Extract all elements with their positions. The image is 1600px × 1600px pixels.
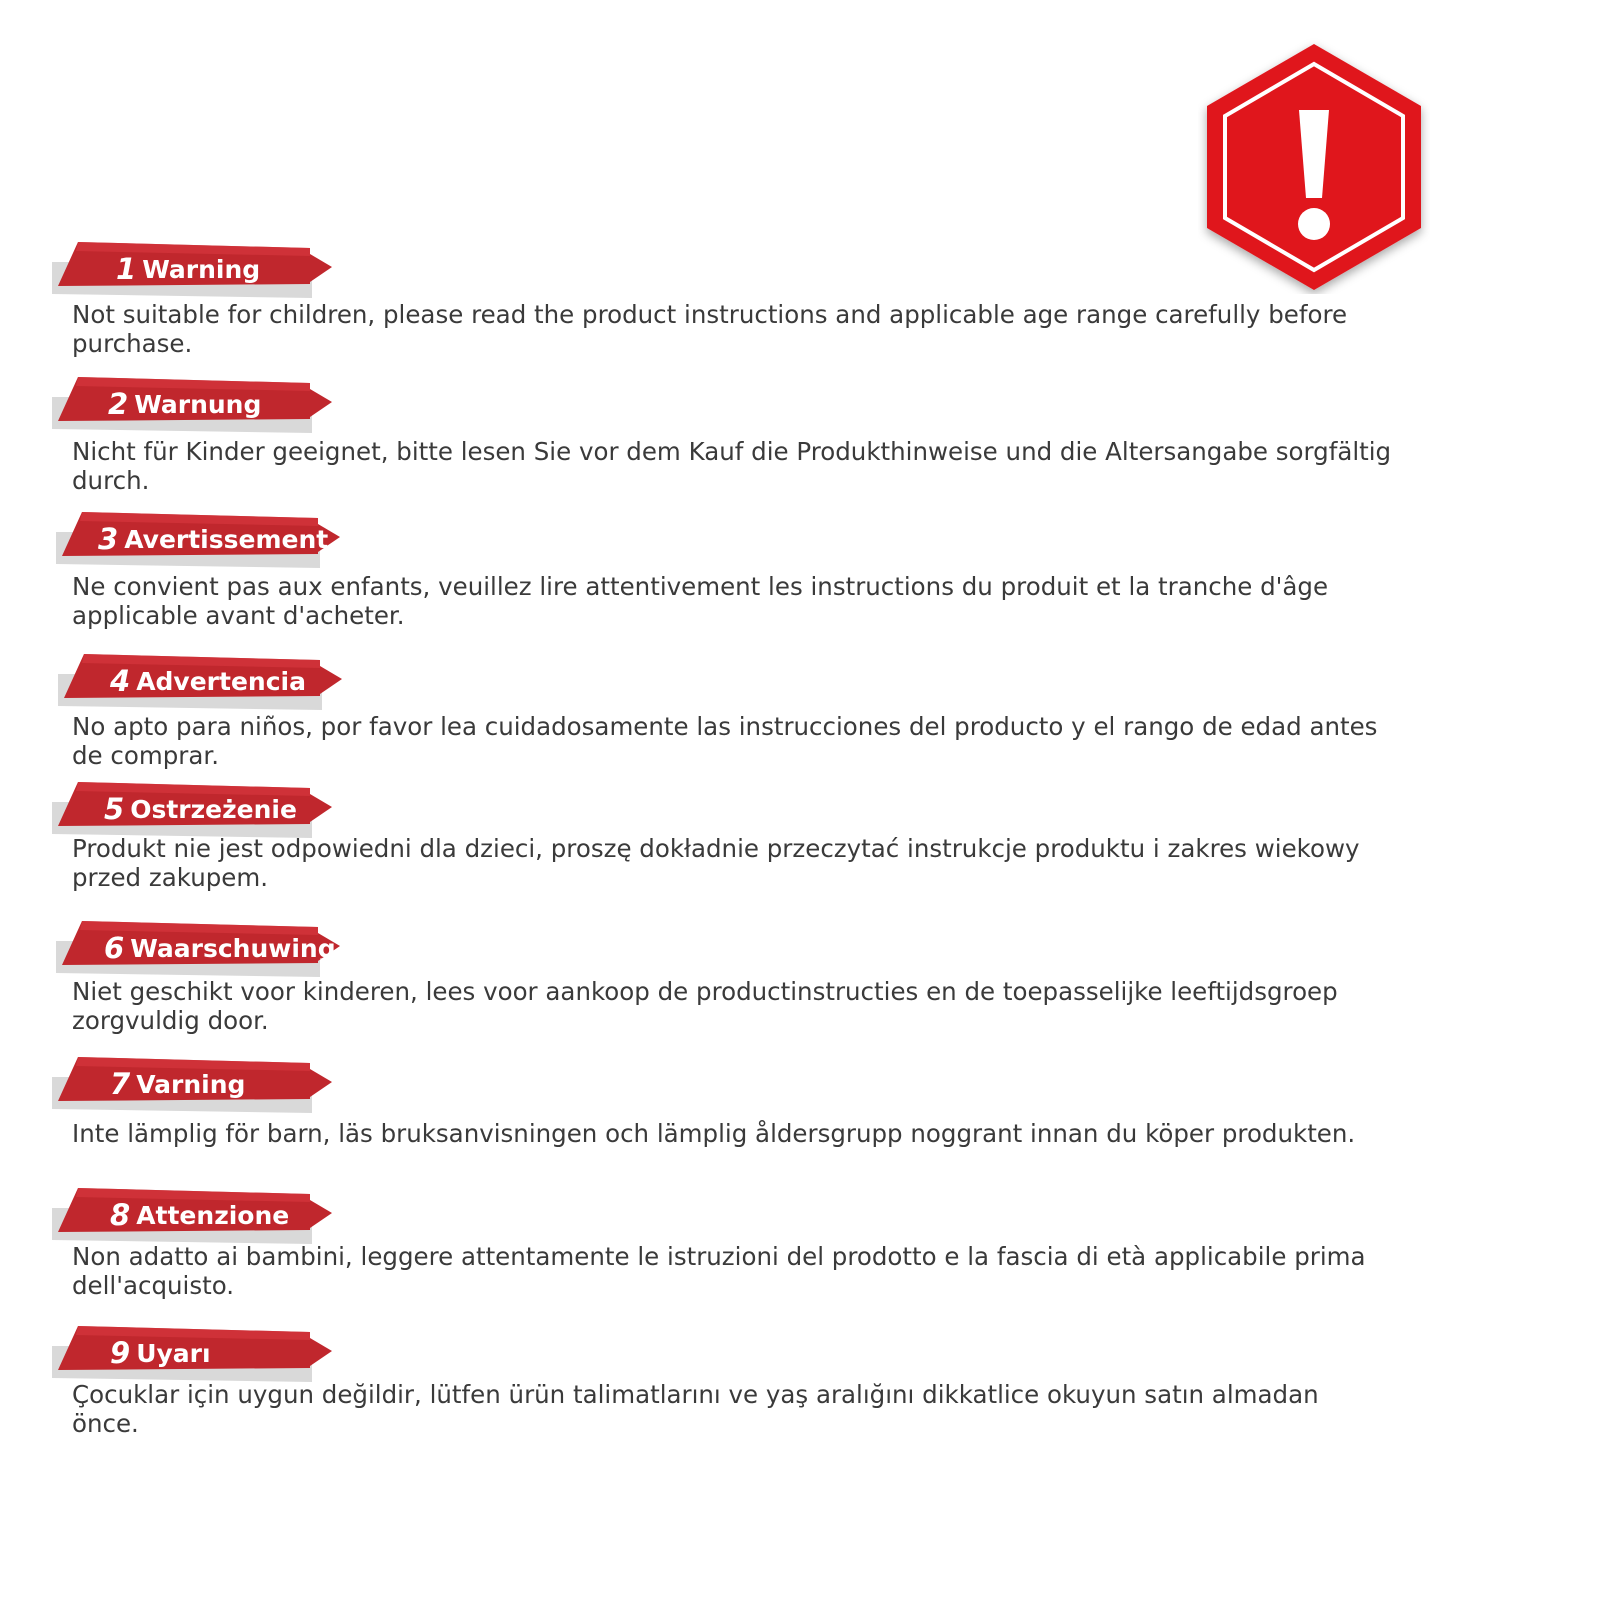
section-label (48, 1062, 410, 1106)
section-text: Ne convient pas aux enfants, veuillez lire attentivement les instructions du produit et la tranche d'âge applicable avant d'acheter. (72, 572, 1329, 630)
section-banner (52, 921, 352, 979)
section-number: 5 (104, 792, 125, 826)
section-text: Inte lämplig för barn, läs bruksanvisningen och lämplig åldersgrupp noggrant innan du köper produkten. (72, 1119, 1356, 1148)
section-number: 2 (108, 387, 129, 421)
section-label (48, 1331, 410, 1375)
section-text: Produkt nie jest odpowiedni dla dzieci, proszę dokładnie przeczytać instrukcje produktu i zakres wiekowy przed zakupem. (72, 834, 1360, 892)
section-banner (48, 1057, 348, 1115)
section-label (52, 926, 404, 970)
section-text: Not suitable for children, please read the product instructions and applicable age range carefully before purchase. (72, 300, 1348, 358)
section-title: Waarschuwing (130, 933, 336, 963)
section-banner (48, 242, 348, 300)
section-banner (48, 1188, 348, 1246)
uyari-section (0, 1326, 1500, 1446)
section-title: Ostrzeżenie (130, 794, 297, 824)
attenzione-section (0, 1188, 1500, 1308)
section-title: Avertissement (124, 524, 329, 554)
section-text: Nicht für Kinder geeignet, bitte lesen Sie vor dem Kauf die Produkthinweise und die Altersangabe sorgfältig durch. (72, 437, 1392, 495)
section-title: Uyarı (136, 1338, 211, 1368)
ostrzezenie-section (0, 782, 1500, 902)
section-banner (48, 782, 348, 840)
section-title: Varning (136, 1069, 246, 1099)
section-number: 7 (110, 1067, 131, 1101)
section-label (48, 382, 408, 426)
avertissement-section (0, 512, 1500, 632)
advertencia-section (0, 654, 1500, 774)
warning-section (0, 242, 1500, 362)
section-number: 6 (104, 931, 125, 965)
section-banner (48, 377, 348, 435)
section-banner (52, 512, 352, 570)
section-number: 3 (98, 522, 119, 556)
varning-section (0, 1057, 1500, 1157)
section-text: Çocuklar için uygun değildir, lütfen ürün talimatlarını ve yaş aralığını dikkatlice okuyun satın almadan önce. (72, 1380, 1319, 1438)
section-label (48, 1193, 410, 1237)
section-title: Warning (142, 254, 261, 284)
section-title: Warnung (134, 389, 262, 419)
section-label (48, 787, 404, 831)
section-banner (54, 654, 354, 712)
section-number: 1 (116, 252, 137, 286)
section-number: 4 (110, 664, 131, 698)
section-number: 8 (110, 1198, 131, 1232)
section-label (48, 247, 416, 291)
section-text: No apto para niños, por favor lea cuidadosamente las instrucciones del producto y el rango de edad antes de comprar. (72, 712, 1378, 770)
section-title: Advertencia (136, 666, 306, 696)
section-label (52, 517, 398, 561)
section-banner (48, 1326, 348, 1384)
section-title: Attenzione (136, 1200, 290, 1230)
waarschuwing-section (0, 921, 1500, 1041)
section-number: 9 (110, 1336, 131, 1370)
warnung-section (0, 377, 1500, 497)
section-label (54, 659, 410, 703)
section-text: Niet geschikt voor kinderen, lees voor aankoop de productinstructies en de toepasselijke leeftijdsgroep zorgvuldig door. (72, 977, 1338, 1035)
section-text: Non adatto ai bambini, leggere attentamente le istruzioni del prodotto e la fascia di età applicabile prima dell'acquisto. (72, 1242, 1366, 1300)
